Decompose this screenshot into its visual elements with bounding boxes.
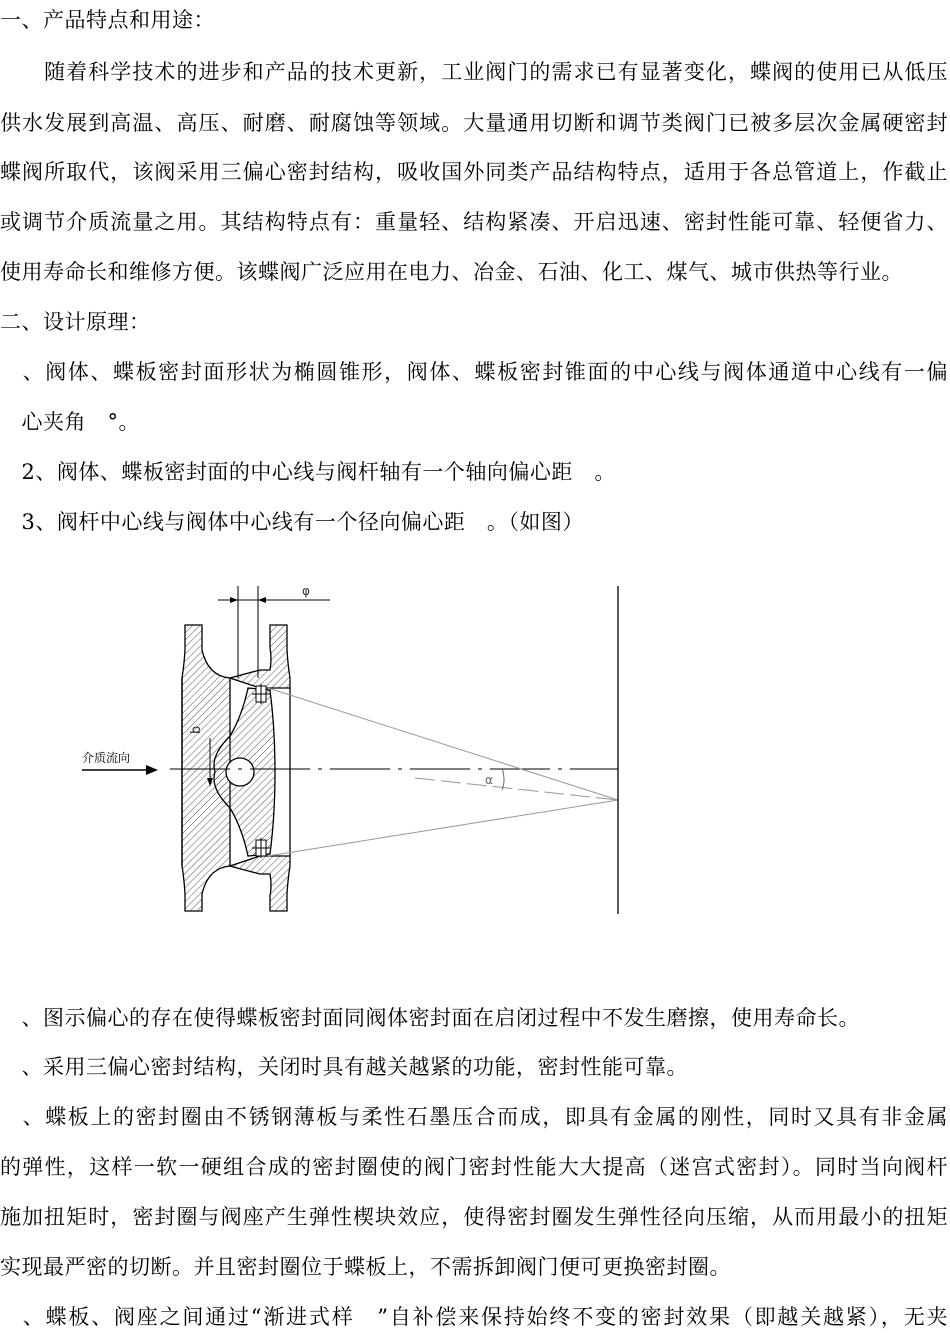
section2-item1-line2: 心夹角 °。 [0, 410, 140, 434]
angle-arc [502, 768, 504, 790]
dim-label-top: φ [302, 584, 310, 598]
body-top-wall [230, 625, 290, 688]
section1-line-5: 使用寿命长和维修方便。该蝶阀广泛应用在电力、冶金、石油、化工、煤气、城市供热等行业。 [0, 260, 903, 284]
section3-item1: 、图示偏心的存在使得蝶板密封面同阀体密封面在启闭过程中不发生磨擦，使用寿命长。 [0, 1006, 860, 1030]
section3-item2: 、采用三偏心密封结构，关闭时具有越关越紧的功能，密封性能可靠。 [0, 1055, 688, 1079]
section1-line-1: 随着科学技术的进步和产品的技术更新，工业阀门的需求已有显著变化，蝶阀的使用已从低压 [0, 60, 948, 84]
section1-line-3: 蝶阀所取代，该阀采用三偏心密封结构，吸收国外同类产品结构特点，适用于各总管道上，作截止 [0, 160, 948, 184]
flow-arrow-head [146, 765, 158, 775]
body-bottom-wall [230, 856, 290, 911]
cone-line-top [268, 688, 618, 800]
section3-item3-line2: 的弹性，这样一软一硬组合成的密封圈使的阀门密封性能大大提高（迷宫式密封）。同时当向阀杆 [0, 1155, 948, 1179]
section2-heading: 二、设计原理： [0, 310, 151, 334]
dim-arrow-right [258, 597, 266, 603]
section2-item3: 3、阀杆中心线与阀体中心线有一个径向偏心距 。（如图） [0, 510, 584, 534]
flow-label: 介质流向 [82, 751, 131, 765]
valve-stem [226, 758, 254, 786]
dim-label-b: b [189, 725, 204, 734]
cone-line-bottom [268, 800, 618, 856]
angle-label: α [485, 773, 493, 787]
triple-offset-butterfly-valve-diagram [70, 578, 670, 928]
section2-item1-line1: 、阀体、蝶板密封面形状为椭圆锥形，阀体、蝶板密封锥面的中心线与阀体通道中心线有一偏 [0, 360, 948, 384]
section3-item3-line1: 、蝶板上的密封圈由不锈钢薄板与柔性石墨压合而成，即具有金属的刚性，同时又具有非金属 [0, 1105, 948, 1129]
section1-line-4: 或调节介质流量之用。其结构特点有：重量轻、结构紧凑、开启迅速、密封性能可靠、轻便省力、 [0, 210, 948, 234]
dim-arrow-left [230, 597, 238, 603]
section3-item3-line4: 实现最严密的切断。并且密封圈位于蝶板上，不需拆卸阀门便可更换密封圈。 [0, 1255, 731, 1279]
section1-line-2: 供水发展到高温、高压、耐磨、耐腐蚀等领域。大量通用切断和调节类阀门已被多层次金属硬密封 [0, 111, 948, 135]
section3-item3-line3: 施加扭矩时，密封圈与阀座产生弹性楔块效应，使得密封圈发生弹性径向压缩，从而用最小的扭矩 [0, 1205, 948, 1229]
section3-item4: 、蝶板、阀座之间通过“渐进式样 ”自补偿来保持始终不变的密封效果（即越关越紧），无夹 [0, 1305, 948, 1329]
section2-item2: 2、阀体、蝶板密封面的中心线与阀杆轴有一个轴向偏心距 。 [0, 460, 616, 484]
cone-axis [415, 778, 618, 800]
section1-heading: 一、产品特点和用途： [0, 8, 215, 32]
